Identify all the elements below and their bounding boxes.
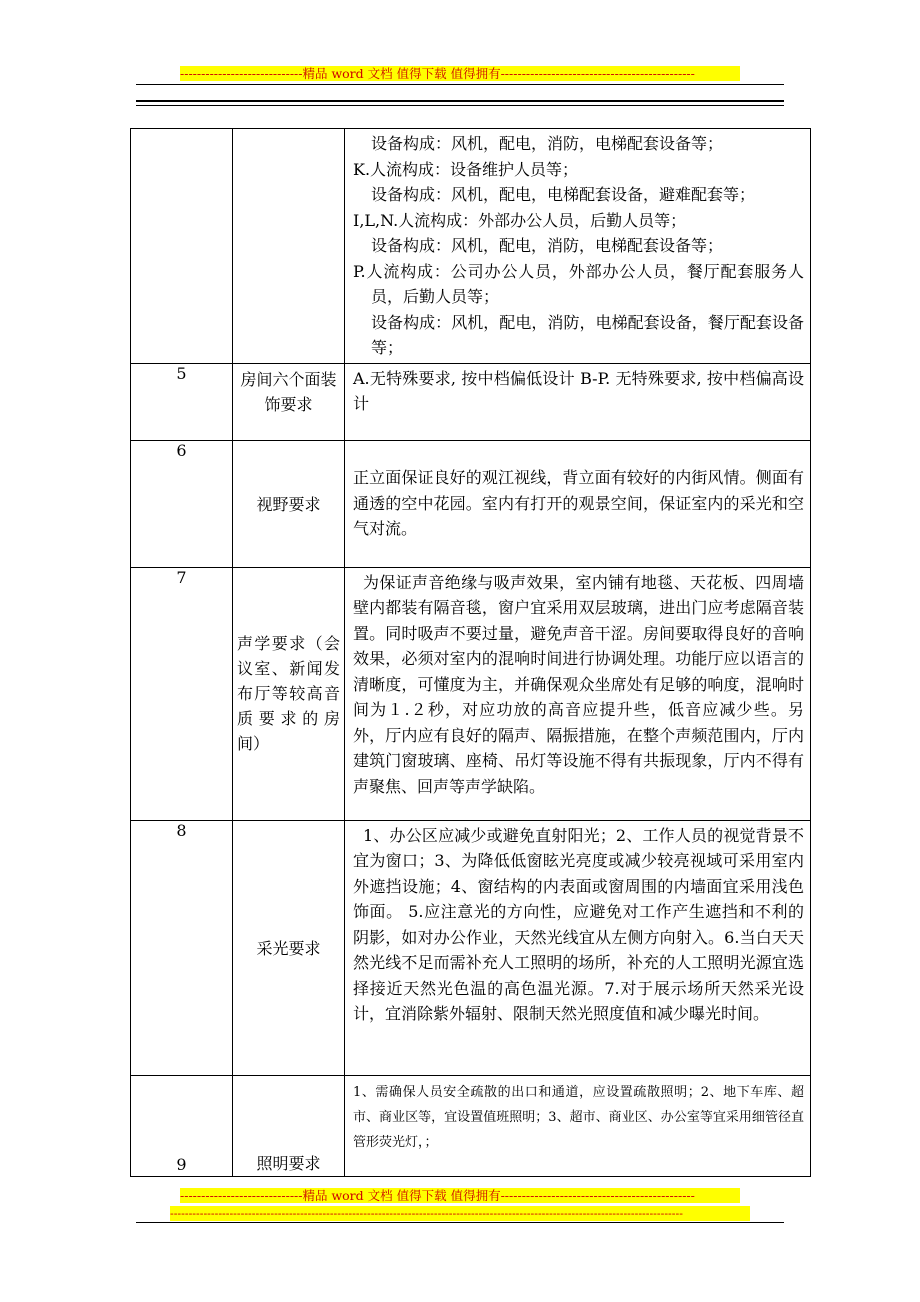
footer-rule [136,1222,784,1223]
table-row [131,129,811,364]
content-line: K.人流构成：设备维护人员等； [353,159,579,179]
row-content [345,363,811,440]
table-row [131,440,811,567]
footer-watermark-banner: -----------------------------精品 word 文档 值得下载 值得拥有---------------------------------------------- [180,1188,740,1203]
row-name: 采光要求 [233,820,345,1075]
content-line: 设备构成：风机，配电，消防，电梯配套设备，餐厅配套设备等； [371,312,804,357]
table-row [131,567,811,820]
table-row [131,820,811,1075]
row-name [233,363,345,440]
content-line: 设备构成：风机，配电，电梯配套设备，避难配套等； [371,185,756,204]
table-row [131,363,811,440]
row-name [233,129,345,364]
row-number: 7 [131,567,233,820]
row-number [131,129,233,364]
footer-dash-banner: ------------------------------------------------------------------------------------------------------------------------------------------ [170,1206,750,1221]
content-line: 设备构成：风机，配电，消防，电梯配套设备等； [371,236,724,255]
header-rule-thin-2 [136,105,784,106]
row-number: 8 [131,820,233,1075]
content-text: 为保证声音绝缘与吸声效果，室内铺有地毯、天花板、四周墙壁内都装有隔音毯，窗户宜采用双层玻璃，进出门应考虑隔音装置。同时吸声不要过量，避免声音干涩。房间要取得良好的音响效果，必须对室内的混响时间进行协调处理。功能厅应以语言的清晰度，可懂度为主，并确保观众坐席处有足够的响度，混响时间为１.２秒，对应功放的高音应提升些，低音应减少些。另外，厅内应有良好的隔声、隔振措施，在整个声频范围内，厅内建筑门窗玻璃、座椅、吊灯等设施不得有共振现象，厅内不得有声聚焦、回声等声学缺陷。 [353,572,804,796]
table-row [131,1075,811,1176]
header-rule-thin [136,84,784,85]
header-watermark-banner: -----------------------------精品 word 文档 值得下载 值得拥有---------------------------------------------- [180,66,740,81]
content-line: I,L,N.人流构成：外部办公人员，后勤人员等； [353,210,687,230]
row-name: 照明要求 [233,1075,345,1176]
content-line: 设备构成：风机，配电，消防，电梯配套设备等； [371,134,724,153]
content-text: 1、办公区应减少或避免直射阳光；2、工作人员的视觉背景不宜为窗口；3、为降低低窗眩光亮度或减少较亮视域可采用室内外遮挡设施；4、窗结构的内表面或窗周围的内墙面宜采用浅色饰面。 5.应注意光的方向性，应避免对工作产生遮挡和不利的阴影，如对办公作业，天然光线宜从左侧方向射入。6.当白天天然光线不足而需补充人工照明的场所，补充的人工照明光源宜选择接近天然光色温的高色温光源。7.对于展示场所天然采光设计，宜消除紫外辐射、限制天然光照度值和减少曝光时间。 [353,825,804,1023]
content-text: A.无特殊要求, 按中档偏低设计 B-P. 无特殊要求, 按中档偏高设计 [353,368,804,413]
row-content [345,440,811,567]
row-number: 6 [131,440,233,567]
row-number: 9 [131,1075,233,1176]
row-name-text: 房间六个面装饰要求 [240,369,337,414]
row-content [345,129,811,364]
row-content [345,567,811,820]
row-content [345,1075,811,1176]
header-rule-thick [136,100,784,102]
row-name-text: 声学要求（会议室、新闻发布厅等较高音质要求的房间） [237,634,340,753]
row-name [233,567,345,820]
content-text: 正立面保证良好的观江视线，背立面有较好的内街风情。侧面有通透的空中花园。室内有打开的观景空间，保证室内的采光和空气对流。 [353,468,804,539]
requirements-table [130,128,811,1177]
row-number: 5 [131,363,233,440]
content-line: P.人流构成：公司办公人员，外部办公人员，餐厅配套服务人员，后勤人员等； [353,261,804,306]
row-content [345,820,811,1075]
content-text: 1、需确保人员安全疏散的出口和通道，应设置疏散照明；2、地下车库、超市、商业区等，宜设置值班照明；3、超市、商业区、办公室等宜采用细管径直管形荧光灯，； [353,1084,804,1150]
row-name: 视野要求 [233,440,345,567]
